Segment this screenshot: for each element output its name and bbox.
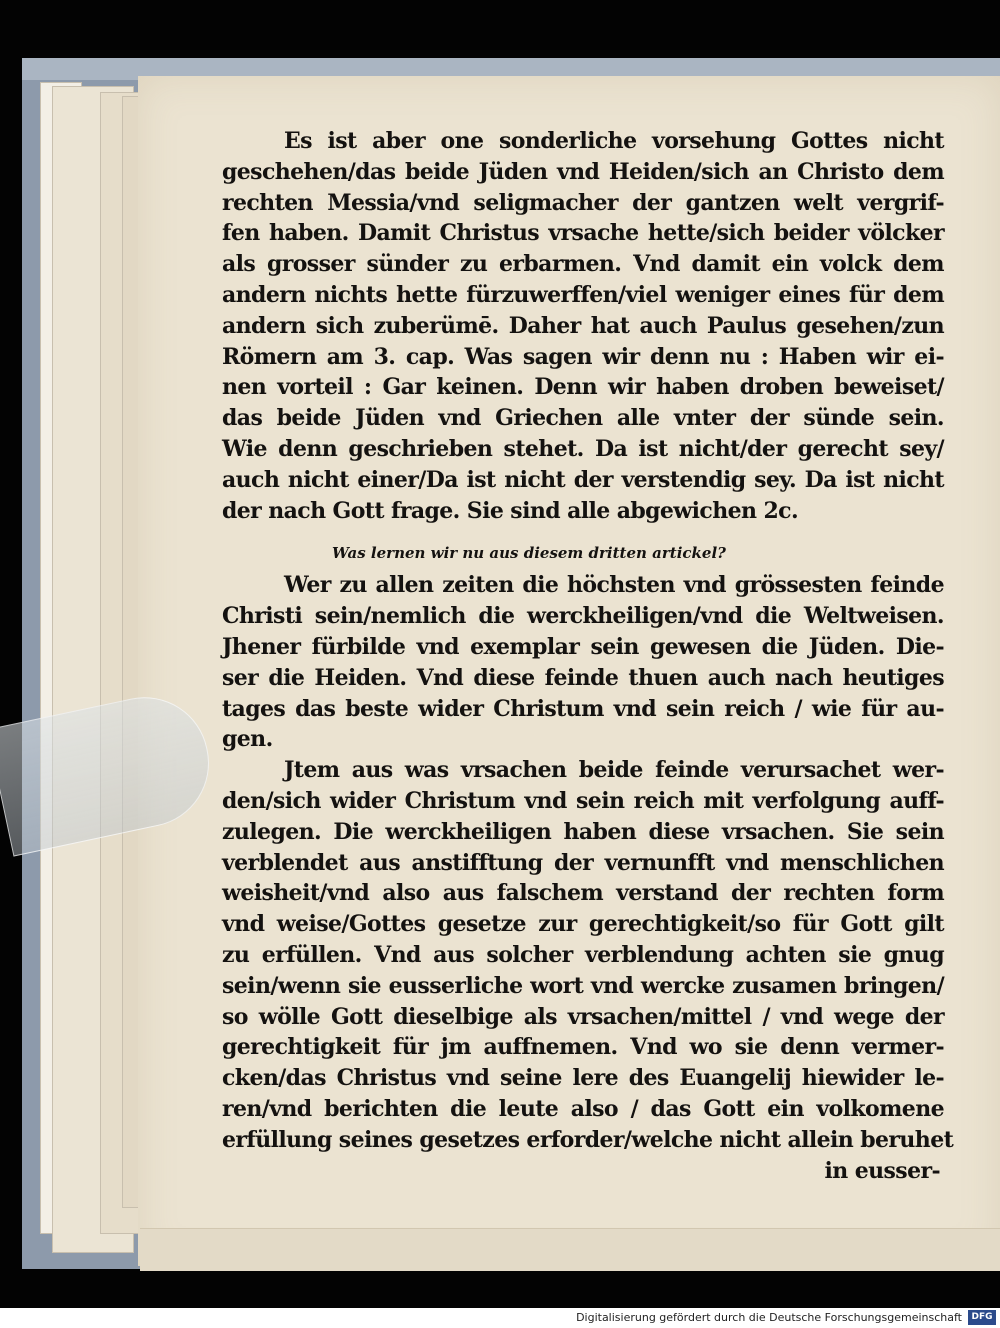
- text-line: cken/das Christus vnd seine lere des Euangelij hiewider le-: [222, 1065, 944, 1092]
- page-text: [222, 126, 954, 1186]
- text-line: andern sich zuberümē. Daher hat auch Paulus gesehen/zun: [222, 312, 944, 339]
- text-line: fen haben. Damit Christus vrsache hette/sich beider völcker: [222, 220, 944, 247]
- text-line: vnd weise/Gottes gesetze zur gerechtigkeit/so für Gott gilt: [222, 911, 944, 938]
- text-line: Wer zu allen zeiten die höchsten vnd grössesten feinde: [284, 572, 944, 599]
- text-line: gen.: [222, 726, 273, 753]
- text-line: verblendet aus anstifftung der vernunfft vnd menschlichen: [222, 849, 944, 876]
- text-line: Jhener fürbilde vnd exemplar sein gewesen die Jüden. Die-: [222, 633, 944, 660]
- section-heading: Was lernen wir nu aus diesem dritten artickel?: [332, 544, 726, 563]
- text-line: Christi sein/nemlich die werckheiligen/vnd die Weltweisen.: [222, 603, 944, 630]
- text-line: andern nichts hette fürzuwerffen/viel weniger eines für dem: [222, 281, 944, 308]
- text-line: gerechtigkeit für jm auffnemen. Vnd wo sie denn vermer-: [222, 1034, 944, 1061]
- text-line: das beide Jüden vnd Griechen alle vnter der sünde sein.: [222, 405, 944, 432]
- text-line: als grosser sünder zu erbarmen. Vnd damit ein volck dem: [222, 251, 944, 278]
- footer-bar: [0, 1308, 1000, 1328]
- page-bottom-edge: [140, 1228, 1000, 1271]
- text-line: Wie denn geschrieben stehet. Da ist nicht/der gerecht sey/: [222, 435, 944, 462]
- text-line: geschehen/das beide Jüden vnd Heiden/sich an Christo dem: [222, 158, 944, 185]
- text-line: zu erfüllen. Vnd aus solcher verblendung achten sie gnug: [222, 941, 944, 968]
- text-line: erfüllung seines gesetzes erforder/welche nicht allein beruhet: [222, 1126, 954, 1153]
- text-line: Es ist aber one sonderliche vorsehung Gottes nicht: [284, 128, 944, 154]
- text-line: der nach Gott frage. Sie sind alle abgewichen 2c.: [222, 497, 799, 524]
- text-line: ser die Heiden. Vnd diese feinde thuen auch nach heutiges: [222, 664, 944, 691]
- text-line: nen vorteil : Gar keinen. Denn wir haben droben beweiset/: [222, 374, 944, 401]
- text-line: weisheit/vnd also aus falschem verstand der rechten form: [222, 880, 944, 907]
- text-line: so wölle Gott dieselbige als vrsachen/mittel / vnd wege der: [222, 1003, 944, 1030]
- text-line: zulegen. Die werckheiligen haben diese vrsachen. Sie sein: [222, 818, 944, 845]
- text-line: ren/vnd berichten die leute also / das Gott ein volkomene: [222, 1095, 944, 1122]
- text-line: Römern am 3. cap. Was sagen wir denn nu : Haben wir ei-: [222, 343, 944, 370]
- text-line: rechten Messia/vnd seligmacher der gantzen welt vergrif-: [222, 189, 944, 216]
- text-line: tages das beste wider Christum vnd sein reich / wie für au-: [222, 695, 944, 722]
- catchword: in eusser-: [824, 1157, 940, 1184]
- dfg-logo-icon: DFG: [968, 1310, 996, 1325]
- text-line: den/sich wider Christum vnd sein reich mit verfolgung auff-: [222, 787, 944, 814]
- text-line: auch nicht einer/Da ist nicht der verstendig sey. Da ist nicht: [222, 466, 944, 493]
- text-line: sein/wenn sie eusserliche wort vnd wercke zusamen bringen/: [222, 972, 944, 999]
- text-line: Jtem aus was vrsachen beide feinde verursachet wer-: [284, 757, 944, 784]
- funding-credit: Digitalisierung gefördert durch die Deutsche Forschungsgemeinschaft: [576, 1311, 962, 1324]
